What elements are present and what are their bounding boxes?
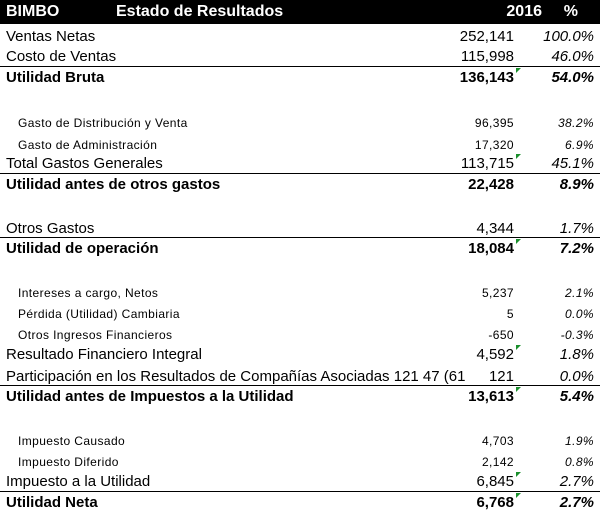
row-value: 136,143: [459, 69, 514, 86]
cell-comment-marker-icon[interactable]: [516, 154, 521, 159]
company-name: BIMBO: [6, 3, 60, 20]
row-utilidad-neta: [0, 492, 600, 512]
row-resultado-financiero: [0, 344, 600, 364]
row-label: Otros Gastos: [6, 220, 95, 237]
row-otros-ingresos: [0, 324, 600, 344]
row-percent: 1.9%: [565, 434, 594, 448]
row-label: Resultado Financiero Integral: [6, 346, 202, 363]
row-label: Pérdida (Utilidad) Cambiaria: [18, 307, 180, 321]
row-utilidad-antes-impuestos: [0, 386, 600, 406]
row-label: Gasto de Distribución y Venta: [18, 116, 188, 130]
row-label: Costo de Ventas: [6, 48, 117, 65]
row-percent: 100.0%: [543, 28, 594, 45]
cell-comment-marker-icon[interactable]: [516, 472, 521, 477]
row-label: Otros Ingresos Financieros: [18, 328, 173, 342]
row-value: 22,428: [468, 176, 514, 193]
row-label: Utilidad antes de otros gastos: [6, 176, 221, 193]
row-value: 13,613: [468, 388, 514, 405]
row-value: 113,715: [460, 155, 514, 172]
year-header: 2016: [506, 3, 542, 20]
row-label: Total Gastos Generales: [6, 155, 163, 172]
row-percent: 1.7%: [559, 220, 594, 237]
row-label: Impuesto a la Utilidad: [6, 473, 151, 490]
row-value: 6,768: [476, 494, 514, 511]
percent-header: %: [563, 3, 578, 20]
row-value: 6,845: [476, 473, 514, 490]
row-value: 17,320: [474, 138, 514, 152]
row-percent: 54.0%: [551, 69, 594, 86]
row-value: 18,084: [468, 240, 514, 257]
row-otros-gastos: [0, 218, 600, 238]
row-total-gastos: [0, 153, 600, 173]
row-gasto-distribucion: [0, 112, 600, 132]
row-percent: 45.1%: [551, 155, 594, 172]
row-utilidad-antes-otros: [0, 174, 600, 194]
row-impuesto-utilidad: [0, 471, 600, 491]
row-label: Impuesto Causado: [18, 434, 126, 448]
row-label: Utilidad de operación: [6, 240, 159, 257]
row-percent: 0.0%: [565, 307, 594, 321]
statement-title: Estado de Resultados: [116, 3, 284, 20]
row-label: Intereses a cargo, Netos: [18, 286, 159, 300]
row-gasto-administracion: [0, 134, 600, 154]
row-intereses: [0, 282, 600, 302]
row-label: Gasto de Administración: [18, 138, 158, 152]
row-impuesto-diferido: [0, 451, 600, 471]
row-percent: 46.0%: [551, 48, 594, 65]
cell-comment-marker-icon[interactable]: [516, 387, 521, 392]
row-label: Impuesto Diferido: [18, 455, 119, 469]
row-percent: 6.9%: [565, 138, 594, 152]
cell-comment-marker-icon[interactable]: [516, 68, 521, 73]
row-percent: 7.2%: [559, 240, 594, 257]
row-percent: 0.0%: [559, 368, 594, 385]
row-percent: 2.7%: [559, 473, 594, 490]
cell-comment-marker-icon[interactable]: [516, 239, 521, 244]
row-value: 4,592: [476, 346, 514, 363]
row-percent: -0.3%: [560, 328, 594, 342]
row-percent: 8.9%: [559, 176, 594, 193]
row-utilidad-bruta: [0, 67, 600, 87]
row-ventas-netas: [0, 26, 600, 46]
row-utilidad-operacion: [0, 238, 600, 258]
row-value: 5: [506, 307, 514, 321]
row-value: 121: [488, 368, 514, 385]
cell-comment-marker-icon[interactable]: [516, 345, 521, 350]
row-percent: 1.8%: [559, 346, 594, 363]
row-value: 252,141: [459, 28, 514, 45]
row-value: -650: [488, 328, 514, 342]
row-percent: 38.2%: [557, 116, 594, 130]
row-label: Utilidad antes de Impuestos a la Utilidad: [6, 388, 294, 405]
cell-comment-marker-icon[interactable]: [516, 493, 521, 498]
row-costo-ventas: [0, 46, 600, 66]
row-label: Utilidad Neta: [6, 494, 98, 511]
row-impuesto-causado: [0, 430, 600, 450]
row-value: 5,237: [481, 286, 514, 300]
row-participacion: [0, 366, 600, 386]
row-value: 2,142: [481, 455, 514, 469]
row-percent: 2.7%: [559, 494, 594, 511]
row-label: Ventas Netas: [6, 28, 96, 45]
row-label: Participación en los Resultados de Compañías Asociadas 121 47 (61: [6, 368, 466, 385]
row-percent: 2.1%: [565, 286, 594, 300]
row-value: 4,344: [476, 220, 514, 237]
row-percent: 0.8%: [565, 455, 594, 469]
row-label: Utilidad Bruta: [6, 69, 105, 86]
row-percent: 5.4%: [559, 388, 594, 405]
header-bar: [0, 0, 600, 24]
row-value: 96,395: [474, 116, 514, 130]
row-value: 115,998: [460, 48, 514, 65]
row-perdida-cambiaria: [0, 303, 600, 323]
row-value: 4,703: [481, 434, 514, 448]
